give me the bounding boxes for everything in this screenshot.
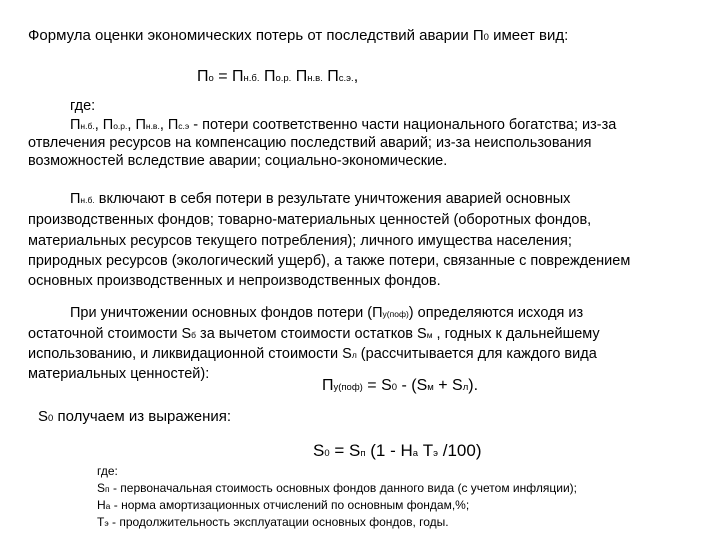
para3-l2s1: б [191,330,197,340]
para3-l3a: использованию, и ликвидационной стоимости S [28,346,352,362]
para3-l1b: ) определяются исходя из [408,305,584,321]
f3-as: 0 [324,448,330,459]
f1-lhs-sub: о [208,73,214,84]
paragraph-3-line-1 [70,306,583,321]
def1-s3: н.в. [145,121,160,131]
definition-line-2: отвлечения ресурсов на компенсацию последствий аварий; из-за неиспользования [28,135,592,151]
definition-line-3: возможностей вследствие аварии; социально-экономические. [28,153,448,169]
s0-a: S [38,408,49,425]
paragraph-3-line-2 [28,327,600,342]
def1-p4: , П [159,117,179,133]
f3-bs: п [360,448,366,459]
f3-c: (1 - Н [365,441,413,460]
f3-a: S [313,441,325,460]
formula-losses-fixed-assets [322,378,478,394]
para3-l3b: (рассчитывается для каждого вида [356,346,597,362]
n1a: S [97,481,106,495]
para2-s: н.б. [80,195,95,205]
def1-text: - потери соответственно части национального богатства; из-за [189,117,617,133]
paragraph-2-line-4: природных ресурсов (экологический ущерб), а также потери, связанные с повреждением [28,253,631,269]
f3-e: /100) [438,441,482,460]
f2-b: = S [362,377,392,394]
n2s: а [105,501,111,511]
paragraph-2-line-5: основных производственных и непроизводственных фондов. [28,273,441,289]
n2b: - норма амортизационных отчислений по основным фондам,%; [110,498,470,512]
para3-l2a: остаточной стоимости S [28,326,192,342]
n3a: Т [97,515,105,529]
n1s: п [105,484,110,494]
formula-total-losses [197,69,358,85]
para3-l2c: , годных к дальнейшему [432,326,600,342]
def1-s4: с.э [178,121,190,131]
para2-line1: включают в себя потери в результате уничтожения аварией основных [94,191,571,207]
formula-residual-value [313,442,482,459]
para2-p: П [70,191,81,207]
f2-ds: л [462,382,469,393]
intro-text: Формула оценки экономических потерь от последствий аварии П [28,27,484,44]
intro-line [28,28,568,43]
s0-b: получаем из выражения: [53,408,232,425]
f3-d: Т [418,441,434,460]
definition-line-1 [70,118,616,133]
paragraph-2-line-3: материальных ресурсов текущего потребления); личного имущества населения; [28,233,572,249]
f3-cs: а [412,448,419,459]
f1-eq: = П [213,68,244,85]
s0-as: 0 [48,413,54,424]
where-label-1: где: [70,98,96,114]
f1-t3: П [291,68,308,85]
paragraph-3-line-4: материальных ценностей): [28,366,210,382]
s0-intro-line [38,409,231,424]
para3-l3s: л [351,350,357,360]
intro-subscript: 0 [483,32,489,43]
n3s: э [104,518,109,528]
f3-ds: э [433,448,439,459]
note-initial-cost [97,482,577,494]
n2a: Н [97,498,106,512]
para3-l2b: за вычетом стоимости остатков S [196,326,427,342]
f2-a: П [322,377,334,394]
def1-p3: , П [127,117,146,133]
f2-bs: 0 [391,382,398,393]
f1-t1-sub: н.б. [243,73,260,84]
note-depreciation-rate [97,499,469,511]
intro-tail: имеет вид: [488,27,569,44]
f1-t3-sub: н.в. [307,73,323,84]
f2-c: - (S [397,377,428,394]
para3-l1a: При уничтожении основных фондов потери (П [70,305,383,321]
def1-p2: , П [94,117,114,133]
f1-lhs: П [197,68,209,85]
n1b: - первоначальная стоимость основных фондов данного вида (с учетом инфляции); [109,481,577,495]
f1-tail: , [353,68,359,85]
f2-as: у(поф) [333,382,363,393]
f2-e: ). [468,377,479,394]
f1-t4-sub: с.э. [338,73,354,84]
def1-s1: н.б. [80,121,95,131]
f1-t2: П [259,68,276,85]
para3-l2s2: м [426,330,433,340]
f2-cs: м [427,382,434,393]
where-label-2: где: [97,464,118,478]
paragraph-2-line-2: производственных фондов; товарно-материальных ценностей (оборотных фондов, [28,212,592,228]
f3-b: = S [329,441,361,460]
paragraph-3-line-3 [28,347,597,362]
f1-t2-sub: о.р. [275,73,292,84]
def1-s2: о.р. [113,121,128,131]
note-service-life [97,516,449,528]
para3-l1s: у(поф) [382,309,409,319]
n3b: - продолжительность эксплуатации основных фондов, годы. [108,515,449,529]
def1-p1: П [70,117,81,133]
f1-t4: П [322,68,339,85]
f2-d: + S [433,377,463,394]
paragraph-2-line-1 [70,192,570,207]
